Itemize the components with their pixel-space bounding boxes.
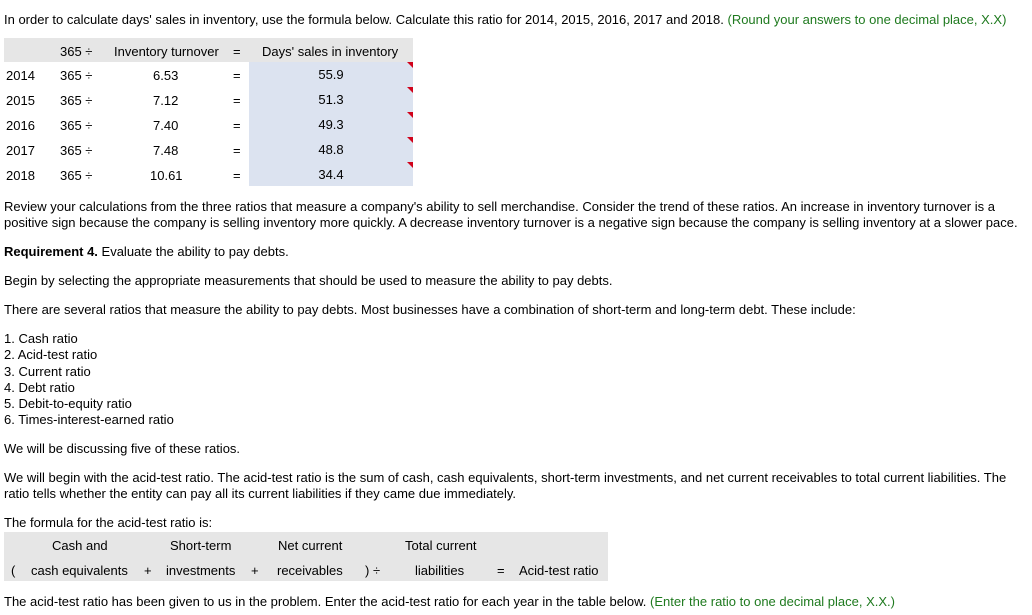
dsi-header-turnover: Inventory turnover bbox=[114, 44, 219, 59]
answer-input-2018[interactable]: 34.4 bbox=[318, 167, 344, 182]
dsi-header-365: 365 ÷ bbox=[60, 44, 93, 59]
row-turnover: 6.53 bbox=[153, 68, 179, 83]
final-hint: (Enter the ratio to one decimal place, X.X.) bbox=[650, 594, 896, 609]
formula-eq: = bbox=[497, 563, 505, 578]
flag-icon bbox=[407, 162, 413, 168]
flag-icon bbox=[407, 62, 413, 68]
requirement-label: Requirement 4. bbox=[4, 244, 98, 259]
row-365: 365 ÷ bbox=[60, 168, 93, 183]
requirement-text: Evaluate the ability to pay debts. bbox=[97, 244, 289, 259]
list-item: 3. Current ratio bbox=[4, 364, 91, 379]
row-year: 2014 bbox=[6, 68, 35, 83]
row-365: 365 ÷ bbox=[60, 118, 93, 133]
acid-intro-paragraph: We will begin with the acid-test ratio. The acid-test ratio is the sum of cash, cash equivalents, short-term investments, and net current receivables to total current liabilities. The ratio tells whether the entity can pay all its current liabilities if they came due immediately. bbox=[4, 470, 1007, 501]
row-year: 2017 bbox=[6, 143, 35, 158]
flag-icon bbox=[407, 112, 413, 118]
flag-icon bbox=[407, 87, 413, 93]
final-line bbox=[4, 594, 895, 609]
row-eq: = bbox=[233, 118, 241, 133]
row-turnover: 7.40 bbox=[153, 118, 179, 133]
begin-text: Begin by selecting the appropriate measurements that should be used to measure the ability to pay debts. bbox=[4, 273, 613, 288]
formula-close-divide: ) ÷ bbox=[365, 563, 381, 578]
several-text: There are several ratios that measure the ability to pay debts. Most businesses have a combination of short-term and long-term debt. These include: bbox=[4, 302, 856, 317]
formula-total-top: Total current bbox=[405, 538, 477, 553]
formula-label: The formula for the acid-test ratio is: bbox=[4, 515, 213, 530]
dsi-header-eq: = bbox=[233, 44, 241, 59]
formula-plus-1: + bbox=[144, 563, 152, 578]
row-eq: = bbox=[233, 143, 241, 158]
requirement-heading bbox=[4, 244, 289, 259]
formula-short-top: Short-term bbox=[170, 538, 232, 553]
intro-line bbox=[4, 12, 1006, 27]
row-365: 365 ÷ bbox=[60, 68, 93, 83]
row-turnover: 10.61 bbox=[150, 168, 183, 183]
list-item: 5. Debit-to-equity ratio bbox=[4, 396, 132, 411]
row-365: 365 ÷ bbox=[60, 143, 93, 158]
formula-open-paren: ( bbox=[11, 563, 16, 578]
row-turnover: 7.48 bbox=[153, 143, 179, 158]
intro-text: In order to calculate days' sales in inventory, use the formula below. Calculate this ratio for 2014, 2015, 2016, 2017 and 2018. bbox=[4, 12, 724, 27]
list-item: 4. Debt ratio bbox=[4, 380, 75, 395]
formula-net-top: Net current bbox=[278, 538, 343, 553]
row-eq: = bbox=[233, 93, 241, 108]
list-item: 6. Times-interest-earned ratio bbox=[4, 412, 174, 427]
answer-input-2016[interactable]: 49.3 bbox=[318, 117, 344, 132]
formula-net-bottom: receivables bbox=[277, 563, 343, 578]
formula-cash-bottom: cash equivalents bbox=[31, 563, 128, 578]
row-eq: = bbox=[233, 168, 241, 183]
row-year: 2015 bbox=[6, 93, 35, 108]
row-turnover: 7.12 bbox=[153, 93, 179, 108]
list-item: 2. Acid-test ratio bbox=[4, 347, 98, 362]
flag-icon bbox=[407, 137, 413, 143]
row-eq: = bbox=[233, 68, 241, 83]
answer-input-2015[interactable]: 51.3 bbox=[318, 92, 344, 107]
discussing-text: We will be discussing five of these ratios. bbox=[4, 441, 241, 456]
row-year: 2016 bbox=[6, 118, 35, 133]
review-paragraph: Review your calculations from the three ratios that measure a company's ability to sell merchandise. Consider the trend of these ratios. An increase in inventory turnover is a positive sign because the company is selling inventory more quickly. A decrease inventory turnover is a negative sign because the company is selling inventory at a slower pace. bbox=[4, 199, 1018, 230]
dsi-header-result: Days' sales in inventory bbox=[262, 44, 399, 59]
list-item: 1. Cash ratio bbox=[4, 331, 78, 346]
answer-input-2017[interactable]: 48.8 bbox=[318, 142, 344, 157]
row-year: 2018 bbox=[6, 168, 35, 183]
formula-total-bottom: liabilities bbox=[415, 563, 465, 578]
row-365: 365 ÷ bbox=[60, 93, 93, 108]
formula-cash-top: Cash and bbox=[52, 538, 108, 553]
formula-short-bottom: investments bbox=[166, 563, 236, 578]
answer-input-2014[interactable]: 55.9 bbox=[318, 67, 344, 82]
intro-hint: (Round your answers to one decimal place, X.X) bbox=[727, 12, 1007, 27]
final-text: The acid-test ratio has been given to us in the problem. Enter the acid-test ratio for each year in the table below. bbox=[4, 594, 647, 609]
formula-plus-2: + bbox=[251, 563, 259, 578]
formula-result: Acid-test ratio bbox=[519, 563, 599, 578]
